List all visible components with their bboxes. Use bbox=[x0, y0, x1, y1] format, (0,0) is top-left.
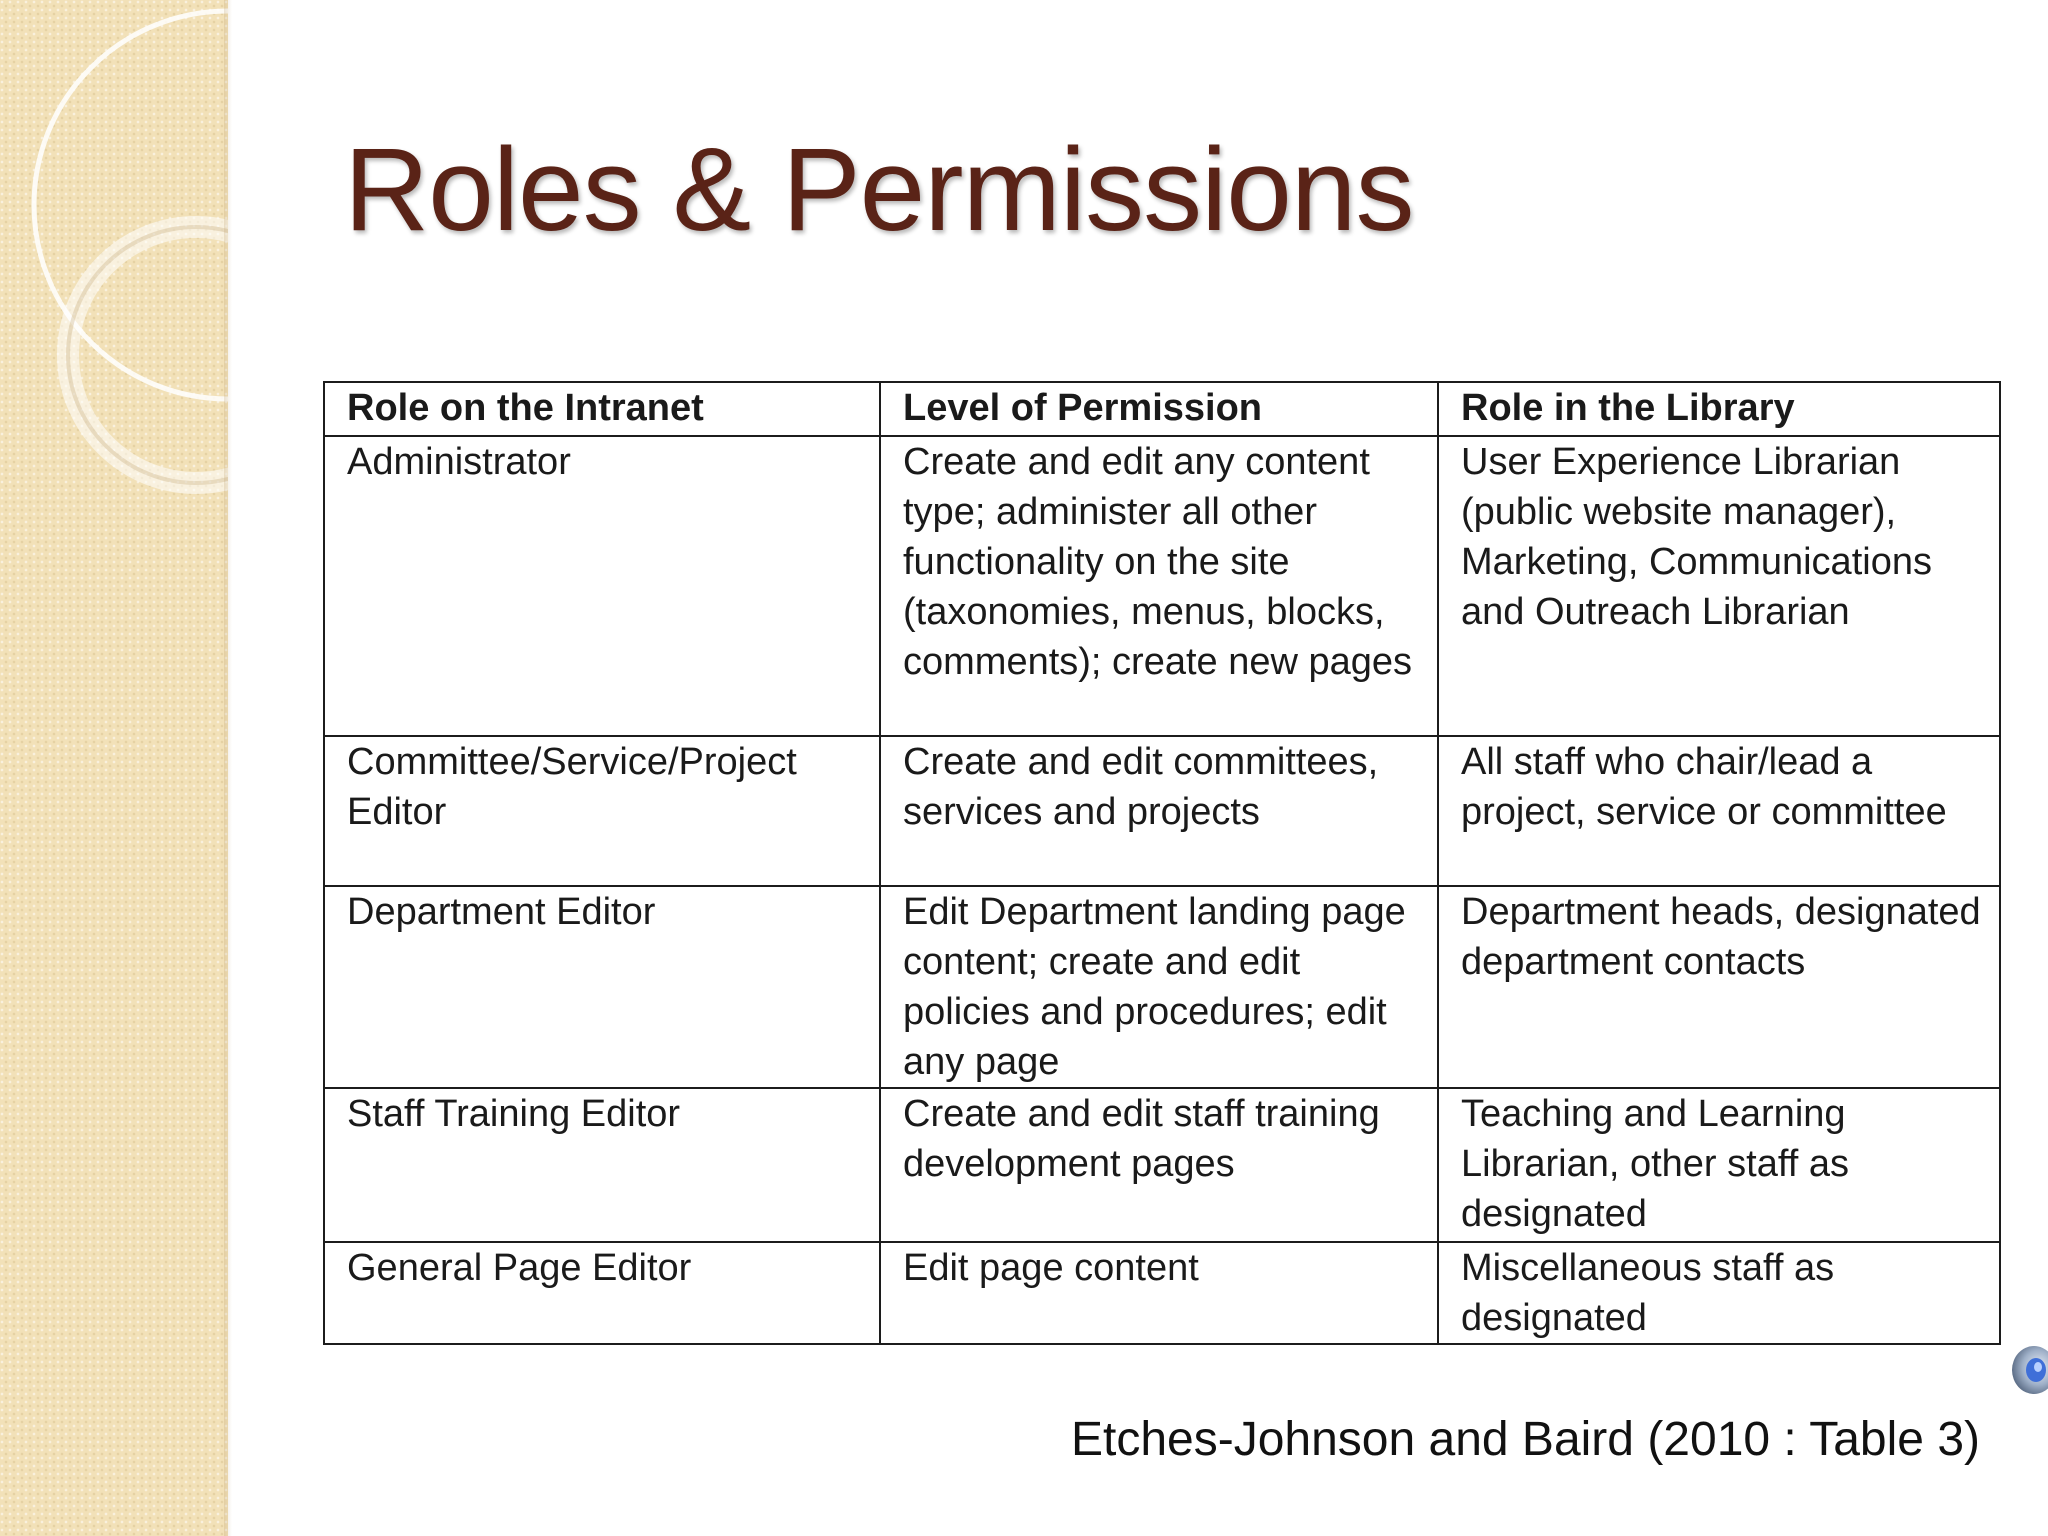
cell-intranet-role: Committee/Service/Project Editor bbox=[324, 736, 880, 886]
header-role-in-library: Role in the Library bbox=[1438, 382, 2000, 436]
header-role-on-intranet: Role on the Intranet bbox=[324, 382, 880, 436]
slide-title: Roles & Permissions bbox=[344, 124, 1414, 256]
table-row bbox=[324, 436, 2000, 736]
cell-library-role: All staff who chair/lead a project, service or committee bbox=[1438, 736, 2000, 886]
cell-permission: Create and edit staff training development pages bbox=[880, 1088, 1438, 1242]
cell-library-role: User Experience Librarian (public website manager), Marketing, Communications and Outreach Librarian bbox=[1438, 436, 2000, 736]
side-band-edge bbox=[224, 0, 232, 1536]
roles-permissions-table bbox=[323, 381, 2001, 1345]
cell-permission: Create and edit any content type; administer all other functionality on the site (taxonomies, menus, blocks, comments); create new pages bbox=[880, 436, 1438, 736]
cell-library-role: Teaching and Learning Librarian, other staff as designated bbox=[1438, 1088, 2000, 1242]
citation-text: Etches-Johnson and Baird (2010 : Table 3) bbox=[1070, 1413, 1980, 1466]
cell-library-role: Miscellaneous staff as designated bbox=[1438, 1242, 2000, 1344]
cell-permission: Edit Department landing page content; create and edit policies and procedures; edit any page bbox=[880, 886, 1438, 1088]
header-level-of-permission: Level of Permission bbox=[880, 382, 1438, 436]
decorative-rings bbox=[0, 0, 228, 1536]
table-row bbox=[324, 1088, 2000, 1242]
cell-permission: Create and edit committees, services and projects bbox=[880, 736, 1438, 886]
table-row bbox=[324, 736, 2000, 886]
cell-intranet-role: Administrator bbox=[324, 436, 880, 736]
table-row bbox=[324, 1242, 2000, 1344]
cell-permission: Edit page content bbox=[880, 1242, 1438, 1344]
cell-intranet-role: General Page Editor bbox=[324, 1242, 880, 1344]
cell-library-role: Department heads, designated department contacts bbox=[1438, 886, 2000, 1088]
cell-intranet-role: Staff Training Editor bbox=[324, 1088, 880, 1242]
cell-intranet-role: Department Editor bbox=[324, 886, 880, 1088]
speaker-icon[interactable] bbox=[2004, 1342, 2048, 1398]
decorative-side-band bbox=[0, 0, 228, 1536]
table-header-row bbox=[324, 382, 2000, 436]
table-row bbox=[324, 886, 2000, 1088]
